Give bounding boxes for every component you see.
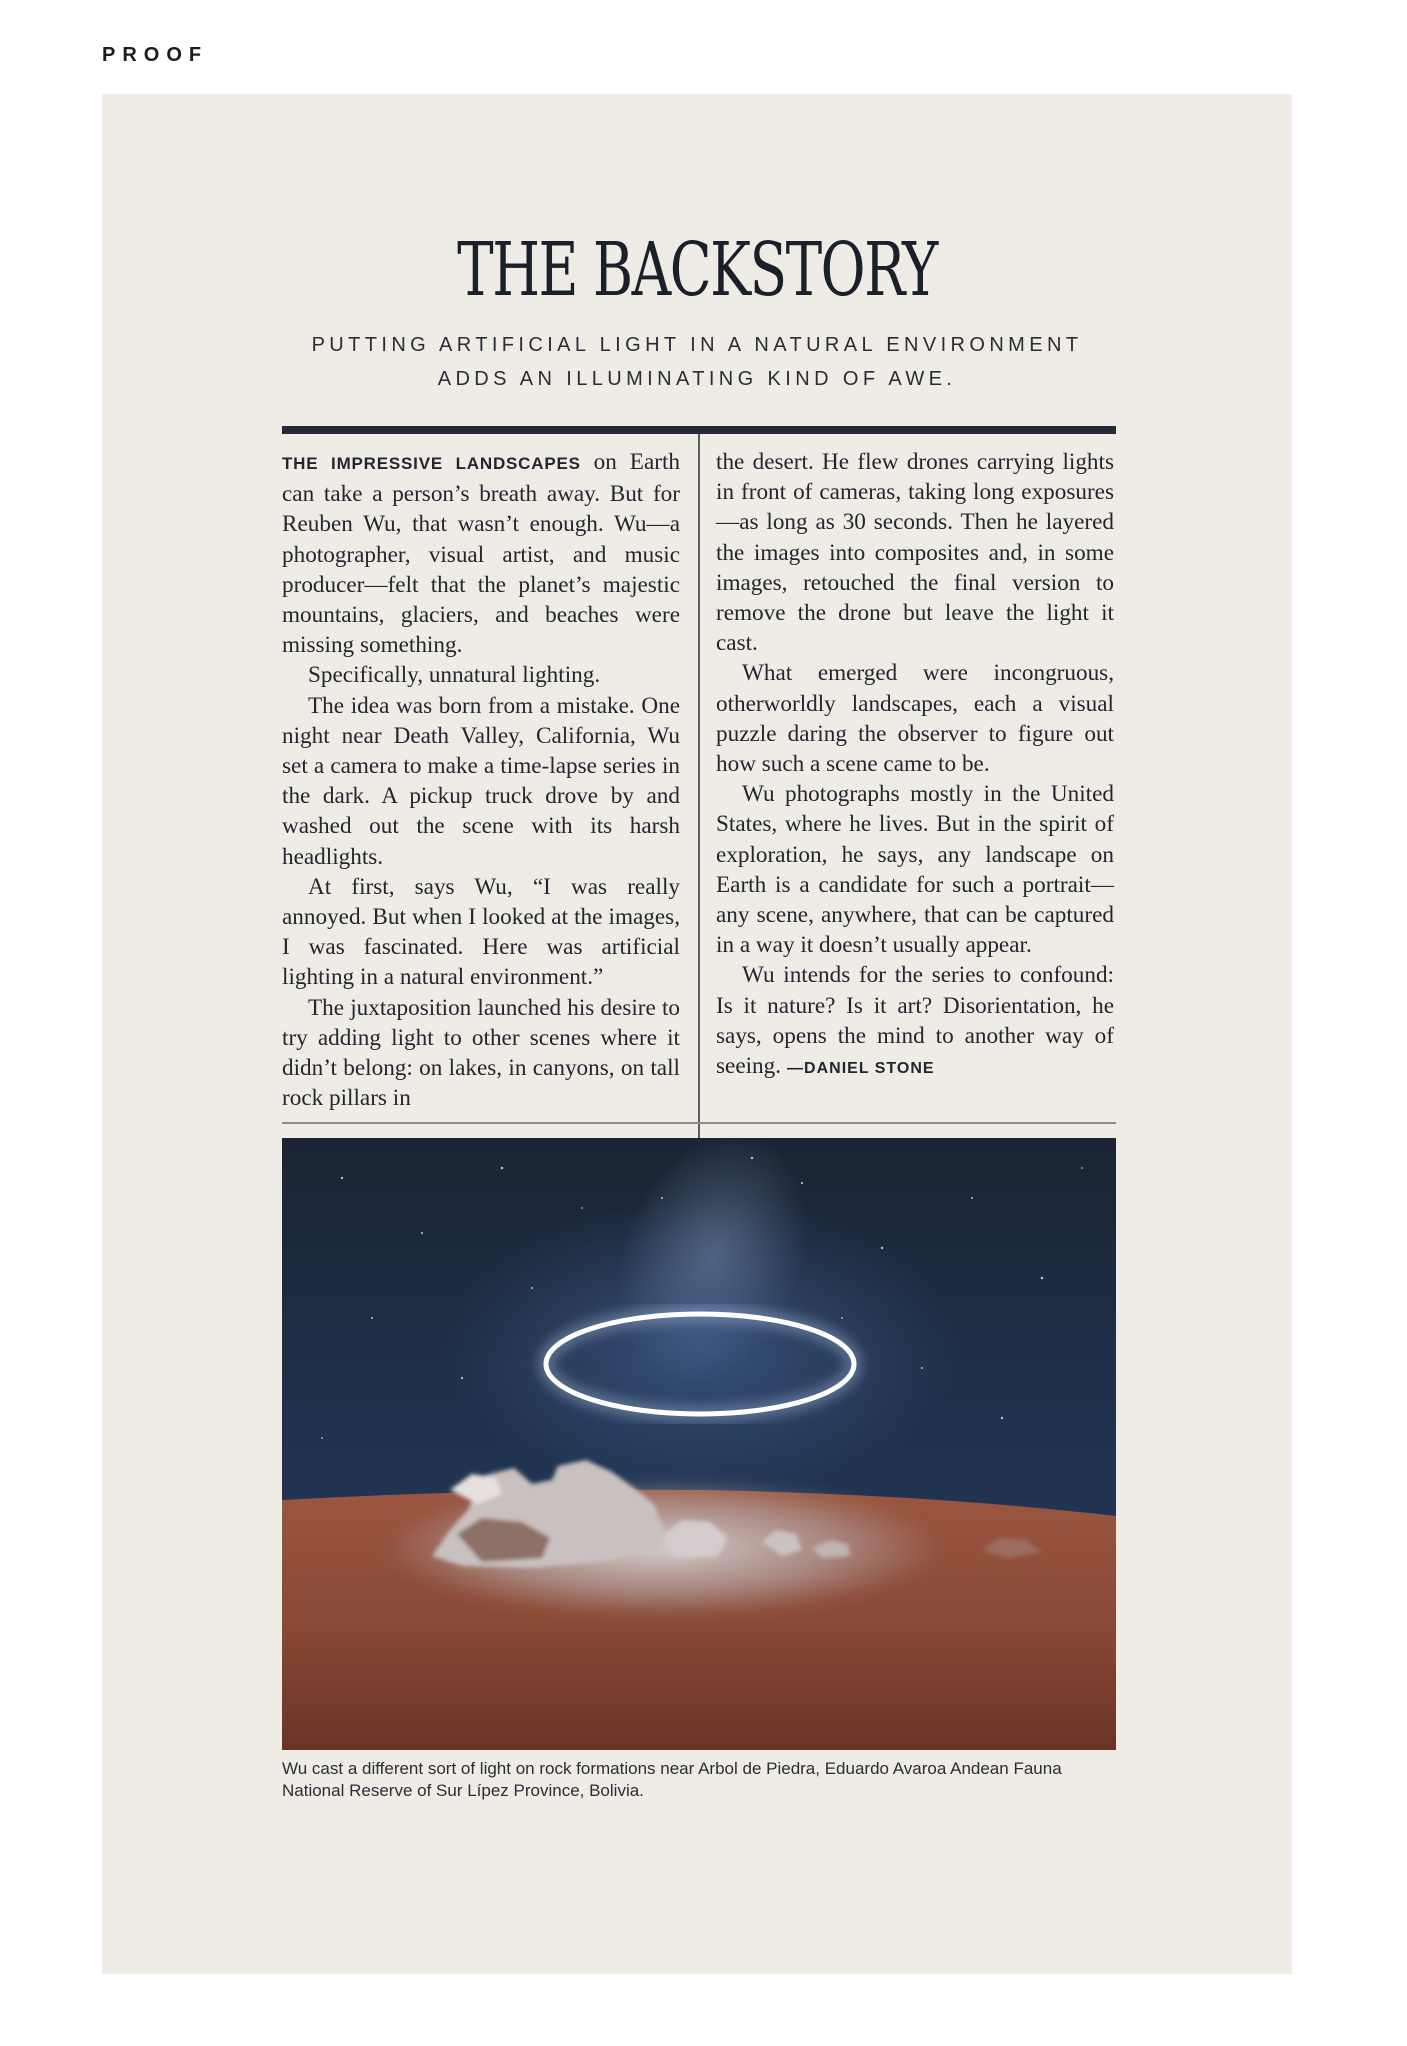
paragraph-5-start: The juxtaposition launched his desire to try adding light to other scenes where it didn’t belong: on lakes, in canyons, on tall rock pillars in [282,994,680,1112]
article-column-left [282,447,680,1113]
top-rule [282,426,1116,434]
photo-caption: Wu cast a different sort of light on rock formations near Arbol de Piedra, Eduardo Avaroa Andean Fauna National Reserve of Sur Lípez Province, Bolivia. [282,1759,1062,1800]
proof-label: PROOF [102,44,209,66]
paragraph-8 [716,960,1114,1084]
paragraph-8-text: Wu intends for the series to confound: Is it nature? Is it art? Disorientation, he says, opens the mind to another way of seeing. [716,962,1114,1080]
photo-illustration [282,1138,1116,1750]
paragraph-6: What emerged were incongruous, otherworldly landscapes, each a visual puzzle daring the observer to figure out how such a scene came to be. [716,660,1114,778]
column-divider [698,434,700,1160]
paragraph-7: Wu photographs mostly in the United States, where he lives. But in the spirit of exploration, he says, any landscape on Earth is a candidate for such a portrait—any scene, anywhere, that can be captured in a way it doesn’t usually appear. [716,781,1114,959]
subtitle-line-2: ADDS AN ILLUMINATING KIND OF AWE. [437,368,957,390]
magazine-page [102,94,1292,1974]
subtitle-line-1: PUTTING ARTIFICIAL LIGHT IN A NATURAL ENVIRONMENT [311,334,1083,356]
page-title: THE BACKSTORY [457,227,937,313]
feature-photo [282,1138,1116,1750]
byline: —DANIEL STONE [787,1060,935,1078]
paragraph-3: The idea was born from a mistake. One night near Death Valley, California, Wu set a camera to make a time-lapse series in the dark. A pickup truck drove by and washed out the scene with its harsh headlights. [282,692,680,870]
paragraph-5-end: the desert. He flew drones carrying lights in front of cameras, taking long exposures—as long as 30 seconds. Then he layered the images into composites and, in some images, retouched the final version to remove the drone but leave the light it cast. [716,449,1114,657]
paragraph-2: Specifically, unnatural lighting. [308,662,601,689]
paragraph-1 [282,447,680,660]
article-column-right [716,447,1114,1084]
bottom-rule [282,1122,1116,1124]
page-subtitle [102,328,1292,396]
paragraph-1-text: on Earth can take a person’s breath away. But for Reuben Wu, that wasn’t enough. Wu—a photographer, visual artist, and music producer—felt that the planet’s majestic mountains, glaciers, and beaches were missing something. [282,449,680,659]
lead-in: THE IMPRESSIVE LANDSCAPES [282,454,581,473]
paragraph-4: At first, says Wu, “I was really annoyed. But when I looked at the images, I was fascinated. Here was artificial lighting in a natural environment.” [282,873,680,991]
